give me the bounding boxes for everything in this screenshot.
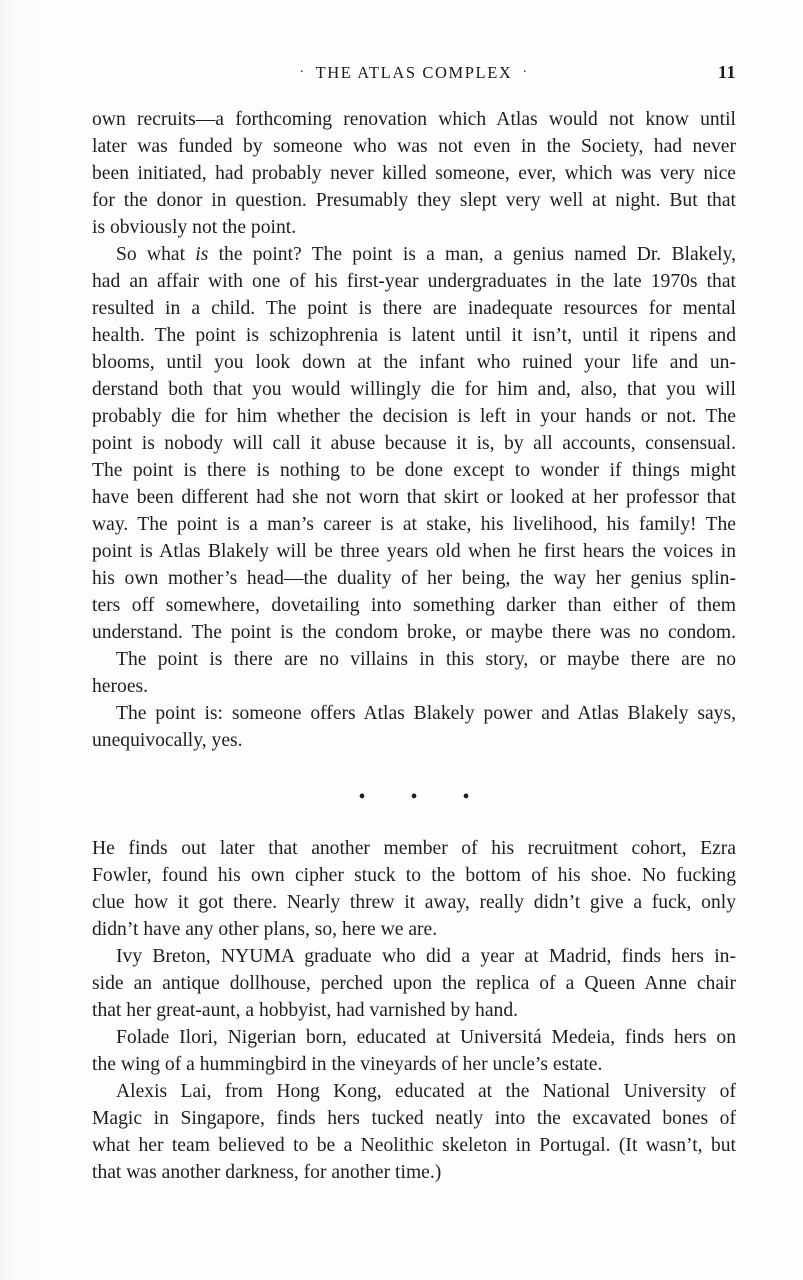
paragraph (92, 943, 736, 1024)
paragraph (92, 106, 736, 241)
text-line: Ivy Breton, NYUMA graduate who did a year at Madrid, finds hers in- (116, 946, 736, 967)
text-line: heroes. (92, 676, 149, 697)
text-line: The point is there are no villains in this story, or maybe there are no (116, 649, 736, 670)
text-line: side an antique dollhouse, perched upon the replica of a Queen Anne chair (92, 973, 736, 994)
text-line: that her great-aunt, a hobbyist, had varnished by hand. (92, 1000, 519, 1021)
text-run: the point? The point is a man, a genius named Dr. Blakely, (208, 244, 737, 265)
text-line: own recruits—a forthcoming renovation which Atlas would not know until (92, 109, 736, 130)
text-line: blooms, until you look down at the infant who ruined your life and un- (92, 352, 736, 373)
text-line: didn’t have any other plans, so, here we are. (92, 919, 438, 940)
running-title-text: THE ATLAS COMPLEX (315, 63, 513, 82)
text-line: derstand both that you would willingly die for him and, also, that you will (92, 379, 736, 400)
paragraph (92, 1078, 736, 1186)
text-line: point is nobody will call it abuse because it is, by all accounts, consensual. (92, 433, 736, 454)
paragraph (92, 835, 736, 943)
text-line: is obviously not the point. (92, 217, 297, 238)
text-line: ters off somewhere, dovetailing into something darker than either of them (92, 595, 736, 616)
section-break (92, 754, 736, 835)
text-line: probably die for him whether the decision is left in your hands or not. The (92, 406, 736, 427)
text-line: way. The point is a man’s career is at stake, his livelihood, his family! The (92, 514, 736, 535)
page-number: 11 (717, 62, 736, 82)
text-run: So what (116, 244, 196, 265)
text-line: point is Atlas Blakely will be three years old when he first hears the voices in (92, 541, 736, 562)
text-line (92, 241, 736, 268)
text-line: Alexis Lai, from Hong Kong, educated at the National University of (116, 1081, 736, 1102)
paragraph (92, 700, 736, 754)
text-line: health. The point is schizophrenia is latent until it isn’t, until it ripens and (92, 325, 736, 346)
italic-emphasis: is (195, 244, 209, 265)
paragraph (92, 241, 736, 646)
separator-dot-right: · (522, 65, 529, 80)
text-line: for the donor in question. Presumably they slept very well at night. But that (92, 190, 736, 211)
running-title (92, 63, 736, 83)
text-line: The point is there is nothing to be done except to wonder if things might (92, 460, 736, 481)
section-break-dots: • • • (358, 786, 490, 808)
text-line: his own mother’s head—the duality of her being, the way her genius splin- (92, 568, 736, 589)
text-line: Fowler, found his own cipher stuck to the bottom of his shoe. No fucking (92, 865, 736, 886)
paragraph (92, 646, 736, 700)
text-line: had an affair with one of his first-year undergraduates in the late 1970s that (92, 271, 736, 292)
text-line: been initiated, had probably never killed someone, ever, which was very nice (92, 163, 736, 184)
running-head (92, 60, 736, 86)
text-line: unequivocally, yes. (92, 730, 243, 751)
text-line: resulted in a child. The point is there are inadequate resources for mental (92, 298, 736, 319)
paragraph (92, 1024, 736, 1078)
body-text (92, 106, 736, 1186)
separator-dot-left: · (299, 65, 306, 80)
text-line: clue how it got there. Nearly threw it away, really didn’t give a fuck, only (92, 892, 736, 913)
text-line: understand. The point is the condom broke, or maybe there was no condom. (92, 622, 736, 643)
text-line: Magic in Singapore, finds hers tucked neatly into the excavated bones of (92, 1108, 736, 1129)
text-line: have been different had she not worn that skirt or looked at her professor that (92, 487, 736, 508)
text-line: Folade Ilori, Nigerian born, educated at Universitá Medeia, finds hers on (116, 1027, 736, 1048)
text-line: what her team believed to be a Neolithic skeleton in Portugal. (It wasn’t, but (92, 1135, 736, 1156)
text-line: that was another darkness, for another time.) (92, 1162, 442, 1183)
text-line: He finds out later that another member of his recruitment cohort, Ezra (92, 838, 736, 859)
text-line: The point is: someone offers Atlas Blakely power and Atlas Blakely says, (116, 703, 736, 724)
text-line: later was funded by someone who was not even in the Society, had never (92, 136, 736, 157)
text-line: the wing of a hummingbird in the vineyards of her uncle’s estate. (92, 1054, 603, 1075)
